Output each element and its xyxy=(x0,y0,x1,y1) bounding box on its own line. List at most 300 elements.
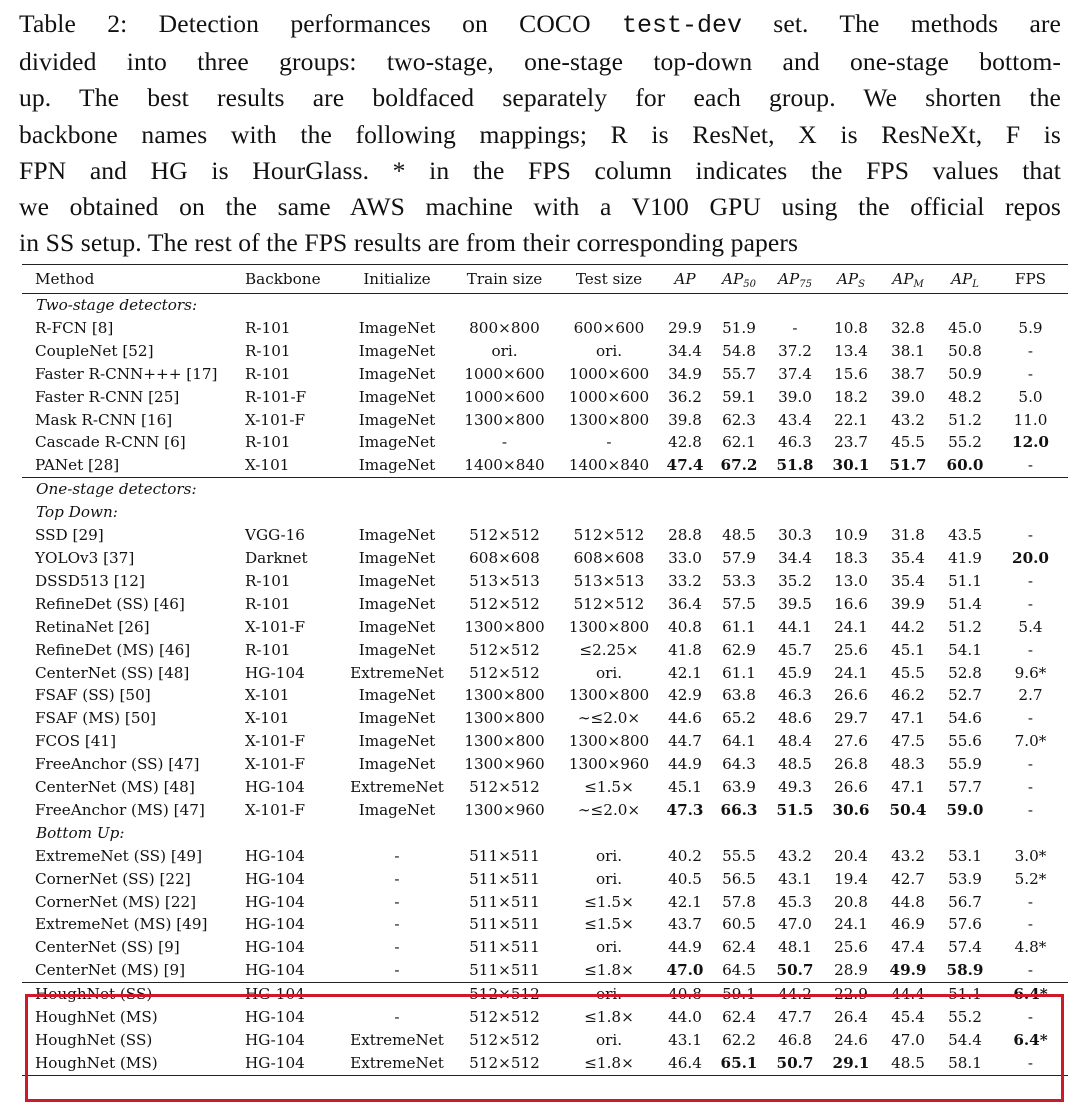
table-row xyxy=(22,753,1068,776)
group-label-two-stage: Two-stage detectors: xyxy=(36,296,198,314)
cell-method: CenterNet (MS) [9] xyxy=(35,961,186,980)
cell-ap: 40.2 xyxy=(668,846,702,865)
cell-train-size: 1300×800 xyxy=(464,410,545,429)
header-aps-base: AP xyxy=(836,270,859,288)
cell-apm: 43.2 xyxy=(891,410,925,429)
table-row xyxy=(22,936,1068,959)
cell-initialize: - xyxy=(394,1008,400,1027)
cell-ap75 xyxy=(767,454,823,477)
cell-ap: 42.9 xyxy=(668,686,702,705)
cell-method: DSSD513 [12] xyxy=(35,571,145,590)
cell-apm: 39.9 xyxy=(891,594,925,613)
cell-fps: - xyxy=(1027,892,1034,911)
table-caption xyxy=(19,6,1061,261)
cell-ap50: 62.2 xyxy=(722,1031,756,1049)
best-value: 65.1 xyxy=(720,1053,758,1072)
cell-ap50: 62.9 xyxy=(722,640,756,659)
cell-apl: 50.8 xyxy=(948,341,982,360)
cell-fps: 5.9 xyxy=(1018,318,1043,337)
table-row xyxy=(22,593,1068,616)
cell-ap75: 39.5 xyxy=(778,594,812,613)
cell-ap50: 64.3 xyxy=(722,755,756,774)
cell-backbone: X-101 xyxy=(245,709,290,728)
cell-method: PANet [28] xyxy=(35,456,120,475)
cell-backbone: HG-104 xyxy=(245,915,305,934)
cell-train-size: 512×512 xyxy=(450,983,559,1006)
cell-ap75: 35.2 xyxy=(778,571,812,590)
cell-ap: 44.9 xyxy=(668,755,702,774)
cell-apm: 35.4 xyxy=(891,548,925,567)
cell-train-size: 512×512 xyxy=(469,640,540,659)
table-row xyxy=(22,845,1068,868)
cell-fps xyxy=(993,547,1068,570)
cell-fps: - xyxy=(1027,800,1034,819)
cell-backbone: R-101 xyxy=(245,364,291,383)
cell-aps: 25.6 xyxy=(834,640,868,659)
cell-ap75: 48.4 xyxy=(778,732,812,751)
group-label-one-stage: One-stage detectors: xyxy=(22,478,1068,501)
cell-aps: 26.8 xyxy=(834,755,868,774)
cell-backbone: HG-104 xyxy=(241,983,344,1006)
cell-ap50: 53.3 xyxy=(722,571,756,590)
cell-method: FSAF (SS) [50] xyxy=(35,686,151,705)
table-row xyxy=(22,662,1068,685)
cell-aps: 28.9 xyxy=(834,961,868,980)
cell-apm: 38.1 xyxy=(891,341,925,360)
cell-initialize: - xyxy=(394,846,400,865)
cell-apl: 53.9 xyxy=(948,869,982,888)
cell-apl: 54.4 xyxy=(948,1031,982,1049)
cell-apm: 46.2 xyxy=(891,686,925,705)
cell-initialize: - xyxy=(394,869,400,888)
best-value: 51.7 xyxy=(889,456,927,475)
best-value: 30.6 xyxy=(832,800,870,819)
cell-ap50: 57.9 xyxy=(722,548,756,567)
cell-ap50: 55.7 xyxy=(722,364,756,383)
cell-ap50: 56.5 xyxy=(722,869,756,888)
cell-initialize: ImageNet xyxy=(358,709,436,728)
group-label-top-down: Top Down: xyxy=(36,503,118,522)
cell-initialize: ImageNet xyxy=(358,755,436,774)
cell-test-size: 1300×800 xyxy=(568,410,650,429)
cell-test-size: 512×512 xyxy=(573,594,645,613)
table-row xyxy=(22,524,1068,547)
cell-test-size: ori. xyxy=(595,663,623,682)
cell-method: FreeAnchor (MS) [47] xyxy=(35,800,205,819)
cell-test-size: ≤1.8× xyxy=(584,961,634,980)
cell-method: CoupleNet [52] xyxy=(35,341,154,360)
cell-ap75: 48.1 xyxy=(778,938,812,957)
cell-test-size: ori. xyxy=(595,869,623,888)
cell-initialize: ExtremeNet xyxy=(350,663,444,682)
cell-fps xyxy=(993,1029,1068,1052)
group-label-row xyxy=(22,822,1068,845)
cell-initialize: - xyxy=(394,915,400,934)
cell-ap50: 61.1 xyxy=(722,617,756,636)
cell-aps: 26.6 xyxy=(834,778,868,797)
best-value: 47.4 xyxy=(666,456,704,475)
cell-test-size: 1300×800 xyxy=(568,617,650,636)
cell-test-size: ori. xyxy=(595,846,623,865)
header-apm-sub: M xyxy=(913,279,924,290)
table-row xyxy=(22,1006,1068,1029)
cell-ap50: 51.9 xyxy=(722,318,756,337)
cell-backbone: HG-104 xyxy=(245,778,305,797)
best-value: 50.7 xyxy=(776,961,814,980)
cell-apl: 52.8 xyxy=(948,663,982,682)
cell-test-size: ∼≤2.0× xyxy=(577,800,641,819)
cell-aps: 24.6 xyxy=(834,1031,868,1049)
cell-method: RefineDet (SS) [46] xyxy=(35,594,185,613)
cell-test-size: 1400×840 xyxy=(568,456,650,475)
cell-ap50 xyxy=(711,799,767,822)
cell-ap50: 62.4 xyxy=(722,938,756,957)
cell-ap: 40.5 xyxy=(668,869,702,888)
table-row xyxy=(22,776,1068,799)
table-row xyxy=(22,913,1068,936)
cell-ap: 40.8 xyxy=(668,617,702,636)
cell-initialize: ImageNet xyxy=(358,686,436,705)
cell-backbone: R-101 xyxy=(245,433,291,452)
header-initialize: Initialize xyxy=(344,265,450,294)
cell-ap75: 47.0 xyxy=(778,915,812,934)
cell-initialize: ImageNet xyxy=(358,800,436,819)
cell-apl: 43.5 xyxy=(948,526,982,545)
table-row xyxy=(22,684,1068,707)
cell-apl xyxy=(937,959,993,982)
cell-test-size: 1300×800 xyxy=(568,732,650,751)
cell-ap: 44.0 xyxy=(668,1008,702,1027)
cell-test-size: ≤1.5× xyxy=(584,778,634,797)
cell-ap: 45.1 xyxy=(668,778,702,797)
cell-backbone: VGG-16 xyxy=(245,526,305,545)
cell-apm: 47.4 xyxy=(891,938,925,957)
cell-apm: 45.5 xyxy=(891,663,925,682)
cell-apl: 45.0 xyxy=(948,318,982,337)
cell-train-size: 512×512 xyxy=(469,526,540,545)
cell-train-size: 512×512 xyxy=(469,1031,540,1049)
cell-train-size: 512×512 xyxy=(469,778,540,797)
header-apm xyxy=(879,265,937,294)
best-value: 47.0 xyxy=(666,961,704,980)
cell-method: R-FCN [8] xyxy=(35,318,114,337)
cell-test-size: ∼≤2.0× xyxy=(577,709,641,728)
cell-ap75: 43.1 xyxy=(778,869,812,888)
header-ap: AP xyxy=(659,265,711,294)
cell-ap75: 30.3 xyxy=(778,526,812,545)
cell-test-size: 1300×800 xyxy=(568,686,650,705)
best-value: 47.3 xyxy=(666,800,704,819)
cell-initialize: ImageNet xyxy=(358,318,436,337)
table-row xyxy=(22,1029,1068,1052)
cell-train-size: 1300×960 xyxy=(464,800,545,819)
cell-apl: 55.2 xyxy=(948,433,982,452)
cell-ap75: 37.4 xyxy=(778,364,812,383)
cell-backbone: R-101 xyxy=(245,640,291,659)
cell-method: Cascade R-CNN [6] xyxy=(35,433,186,452)
cell-ap75 xyxy=(767,959,823,982)
cell-fps: 5.0 xyxy=(1018,387,1043,406)
cell-apl: 51.1 xyxy=(937,983,993,1006)
header-apl-base: AP xyxy=(951,270,973,288)
cell-method: FreeAnchor (SS) [47] xyxy=(35,755,200,774)
caption-code: test-dev xyxy=(621,11,743,40)
header-ap75 xyxy=(767,265,823,294)
header-ap75-sub: 75 xyxy=(799,279,812,290)
cell-aps: 10.9 xyxy=(834,526,868,545)
best-value: 67.2 xyxy=(720,456,758,475)
cell-apm: 42.7 xyxy=(891,869,925,888)
cell-test-size: 513×513 xyxy=(573,571,645,590)
cell-train-size: ori. xyxy=(491,341,518,360)
header-fps: FPS xyxy=(993,265,1068,294)
cell-apl: 48.2 xyxy=(948,387,982,406)
cell-ap: 41.8 xyxy=(668,640,702,659)
best-value: 49.9 xyxy=(889,961,927,980)
caption-line: backbone names with the following mappings; R is ResNet, X is ResNeXt, F is xyxy=(19,119,1061,149)
cell-ap75: 45.9 xyxy=(778,663,812,682)
table-row xyxy=(22,616,1068,639)
cell-apm: 39.0 xyxy=(891,387,925,406)
cell-apl: 52.7 xyxy=(948,686,982,705)
caption-line1-pre: Table 2: Detection performances on COCO xyxy=(19,9,622,38)
header-row xyxy=(22,265,1068,294)
cell-test-size: ≤1.5× xyxy=(584,892,634,911)
cell-method: FSAF (MS) [50] xyxy=(35,709,157,728)
cell-apm: 47.5 xyxy=(891,732,925,751)
best-value: 50.4 xyxy=(889,800,927,819)
cell-apl: 50.9 xyxy=(948,364,982,383)
caption-line1-post: set. The methods are xyxy=(742,9,1061,38)
cell-backbone: Darknet xyxy=(245,548,308,567)
cell-test-size: ori. xyxy=(595,938,623,957)
cell-ap: 44.9 xyxy=(668,938,702,957)
cell-ap75: 48.5 xyxy=(778,755,812,774)
cell-test-size: ori. xyxy=(595,1031,623,1049)
cell-train-size: 511×511 xyxy=(469,846,540,865)
header-method: Method xyxy=(22,265,241,294)
caption-line xyxy=(19,6,1061,44)
cell-ap75: 46.3 xyxy=(778,433,812,452)
cell-test-size: 1000×600 xyxy=(568,387,650,406)
best-value: 6.4* xyxy=(1013,985,1048,1004)
header-apl-sub: L xyxy=(972,279,979,290)
header-test-size: Test size xyxy=(559,265,659,294)
table-row xyxy=(22,891,1068,914)
cell-fps: - xyxy=(1027,915,1034,934)
cell-ap75: 48.6 xyxy=(778,709,812,728)
cell-ap: 44.6 xyxy=(668,709,702,728)
cell-aps: 27.6 xyxy=(834,732,868,751)
cell-method: FCOS [41] xyxy=(35,732,117,751)
cell-initialize: ExtremeNet xyxy=(350,1031,444,1049)
best-value: 58.9 xyxy=(946,961,984,980)
table-row xyxy=(22,959,1068,982)
cell-ap: 42.1 xyxy=(668,892,702,911)
cell-aps: 22.1 xyxy=(834,410,868,429)
cell-ap75 xyxy=(767,799,823,822)
cell-ap: 43.7 xyxy=(668,915,702,934)
cell-initialize: ImageNet xyxy=(358,341,436,360)
cell-ap50: 61.1 xyxy=(722,663,756,682)
cell-ap: 39.8 xyxy=(668,410,702,429)
cell-apm: 46.9 xyxy=(891,915,925,934)
cell-method: Mask R-CNN [16] xyxy=(35,410,173,429)
cell-aps xyxy=(823,799,879,822)
header-apm-base: AP xyxy=(892,270,914,288)
cell-train-size: 512×512 xyxy=(469,663,540,682)
caption-line: we obtained on the same AWS machine with a V100 GPU using the official repos xyxy=(19,192,1061,222)
cell-ap50 xyxy=(711,454,767,477)
cell-test-size: ≤2.25× xyxy=(579,640,639,659)
cell-apl: 51.2 xyxy=(948,617,982,636)
cell-ap50: 63.9 xyxy=(722,778,756,797)
cell-fps: - xyxy=(1027,594,1034,613)
cell-backbone: R-101-F xyxy=(245,387,307,406)
cell-method: CornerNet (SS) [22] xyxy=(35,869,191,888)
cell-ap75: 37.2 xyxy=(778,341,812,360)
cell-aps: 25.6 xyxy=(834,938,868,957)
cell-initialize: ImageNet xyxy=(358,387,436,406)
cell-backbone: HG-104 xyxy=(245,961,305,980)
table-row xyxy=(22,454,1068,477)
cell-ap: 29.9 xyxy=(668,318,702,337)
results-table xyxy=(22,264,1068,1076)
cell-method: HoughNet (MS) xyxy=(22,1052,241,1075)
best-value: 12.0 xyxy=(1012,433,1049,452)
cell-apm xyxy=(879,959,937,982)
cell-train-size: 800×800 xyxy=(469,318,540,337)
cell-ap75: - xyxy=(792,318,798,337)
cell-test-size: 608×608 xyxy=(573,548,645,567)
cell-ap: 34.9 xyxy=(668,364,702,383)
cell-test-size: ≤1.5× xyxy=(584,915,634,934)
cell-test-size: 1000×600 xyxy=(568,364,650,383)
cell-ap75: 45.7 xyxy=(778,640,812,659)
cell-ap: 40.8 xyxy=(659,983,711,1006)
cell-fps: - xyxy=(1027,456,1034,475)
cell-method: ExtremeNet (SS) [49] xyxy=(35,846,202,865)
cell-ap50: 64.5 xyxy=(722,961,756,980)
cell-ap xyxy=(659,959,711,982)
cell-backbone: X-101-F xyxy=(245,732,306,751)
cell-ap50 xyxy=(711,1052,767,1075)
best-value: 59.0 xyxy=(946,800,984,819)
table-row xyxy=(22,983,1068,1006)
cell-initialize: ImageNet xyxy=(358,732,436,751)
cell-backbone: HG-104 xyxy=(241,1052,344,1075)
cell-apm: 48.5 xyxy=(879,1052,937,1075)
cell-method: RetinaNet [26] xyxy=(35,617,150,636)
cell-fps: - xyxy=(1027,341,1034,360)
cell-backbone: R-101 xyxy=(245,341,291,360)
cell-initialize: ExtremeNet xyxy=(344,1052,450,1075)
table-row xyxy=(22,730,1068,753)
header-aps-sub: S xyxy=(858,279,866,290)
cell-ap: 44.7 xyxy=(668,732,702,751)
cell-test-size: 600×600 xyxy=(573,318,645,337)
cell-fps xyxy=(993,983,1068,1006)
cell-fps xyxy=(993,431,1068,454)
cell-method: HoughNet (SS) xyxy=(22,983,241,1006)
cell-train-size: 1300×800 xyxy=(464,686,545,705)
cell-train-size: 608×608 xyxy=(469,548,540,567)
table-row xyxy=(22,1052,1068,1075)
cell-ap50: 54.8 xyxy=(722,341,756,360)
cell-initialize: - xyxy=(344,983,450,1006)
cell-method: CenterNet (MS) [48] xyxy=(35,778,195,797)
cell-ap50: 60.5 xyxy=(722,915,756,934)
cell-aps: 13.4 xyxy=(834,341,868,360)
cell-ap: 33.2 xyxy=(668,571,702,590)
cell-apl: 56.7 xyxy=(948,892,982,911)
cell-initialize: - xyxy=(394,961,400,980)
table-row xyxy=(22,639,1068,662)
cell-apm: 47.0 xyxy=(891,1031,925,1049)
cell-test-size: - xyxy=(606,433,612,452)
cell-apm: 45.4 xyxy=(891,1008,925,1027)
cell-backbone: R-101 xyxy=(245,594,291,613)
cell-initialize: ImageNet xyxy=(358,364,436,383)
cell-ap75: 43.2 xyxy=(778,846,812,865)
cell-fps: 4.8* xyxy=(1014,938,1047,957)
cell-apm xyxy=(879,454,937,477)
cell-ap50: 62.1 xyxy=(722,433,756,452)
cell-backbone: HG-104 xyxy=(245,1008,305,1027)
cell-ap50: 63.8 xyxy=(722,686,756,705)
cell-method: HoughNet (SS) xyxy=(35,1031,153,1049)
cell-fps: 11.0 xyxy=(1013,410,1048,429)
cell-aps: 24.1 xyxy=(834,617,868,636)
cell-train-size: 511×511 xyxy=(469,938,540,957)
cell-method: CenterNet (SS) [48] xyxy=(35,663,190,682)
cell-backbone: X-101-F xyxy=(245,800,306,819)
cell-ap75: 45.3 xyxy=(778,892,812,911)
cell-apm: 32.8 xyxy=(891,318,925,337)
cell-method: Faster R-CNN+++ [17] xyxy=(35,364,218,383)
table-row xyxy=(22,340,1068,363)
cell-fps: - xyxy=(1027,526,1034,545)
cell-train-size: 511×511 xyxy=(469,869,540,888)
cell-apm: 48.3 xyxy=(891,755,925,774)
cell-initialize: - xyxy=(394,938,400,957)
group-label-bottom-up: Bottom Up: xyxy=(36,823,125,842)
cell-apl: 54.1 xyxy=(948,640,982,659)
cell-train-size: 1000×600 xyxy=(464,364,545,383)
cell-apm: 44.4 xyxy=(879,983,937,1006)
cell-train-size: 1300×800 xyxy=(464,709,545,728)
cell-train-size: 512×512 xyxy=(469,594,540,613)
cell-backbone: HG-104 xyxy=(245,663,305,682)
table-row xyxy=(22,409,1068,432)
cell-apl xyxy=(937,799,993,822)
best-value: 50.7 xyxy=(776,1053,814,1072)
cell-initialize: - xyxy=(394,892,400,911)
cell-apm: 44.2 xyxy=(891,617,925,636)
cell-train-size: 512×512 xyxy=(450,1052,559,1075)
cell-apl: 55.6 xyxy=(948,732,982,751)
cell-fps: - xyxy=(1027,1008,1034,1027)
cell-fps: - xyxy=(1027,571,1034,590)
cell-aps: 18.2 xyxy=(834,387,868,406)
cell-train-size: 511×511 xyxy=(469,915,540,934)
cell-method: HoughNet (MS) xyxy=(35,1008,158,1027)
best-value: 60.0 xyxy=(946,456,984,475)
group-label-row xyxy=(22,501,1068,524)
cell-initialize: ImageNet xyxy=(358,594,436,613)
cell-train-size: 511×511 xyxy=(469,961,540,980)
header-ap50-sub: 50 xyxy=(743,279,756,290)
